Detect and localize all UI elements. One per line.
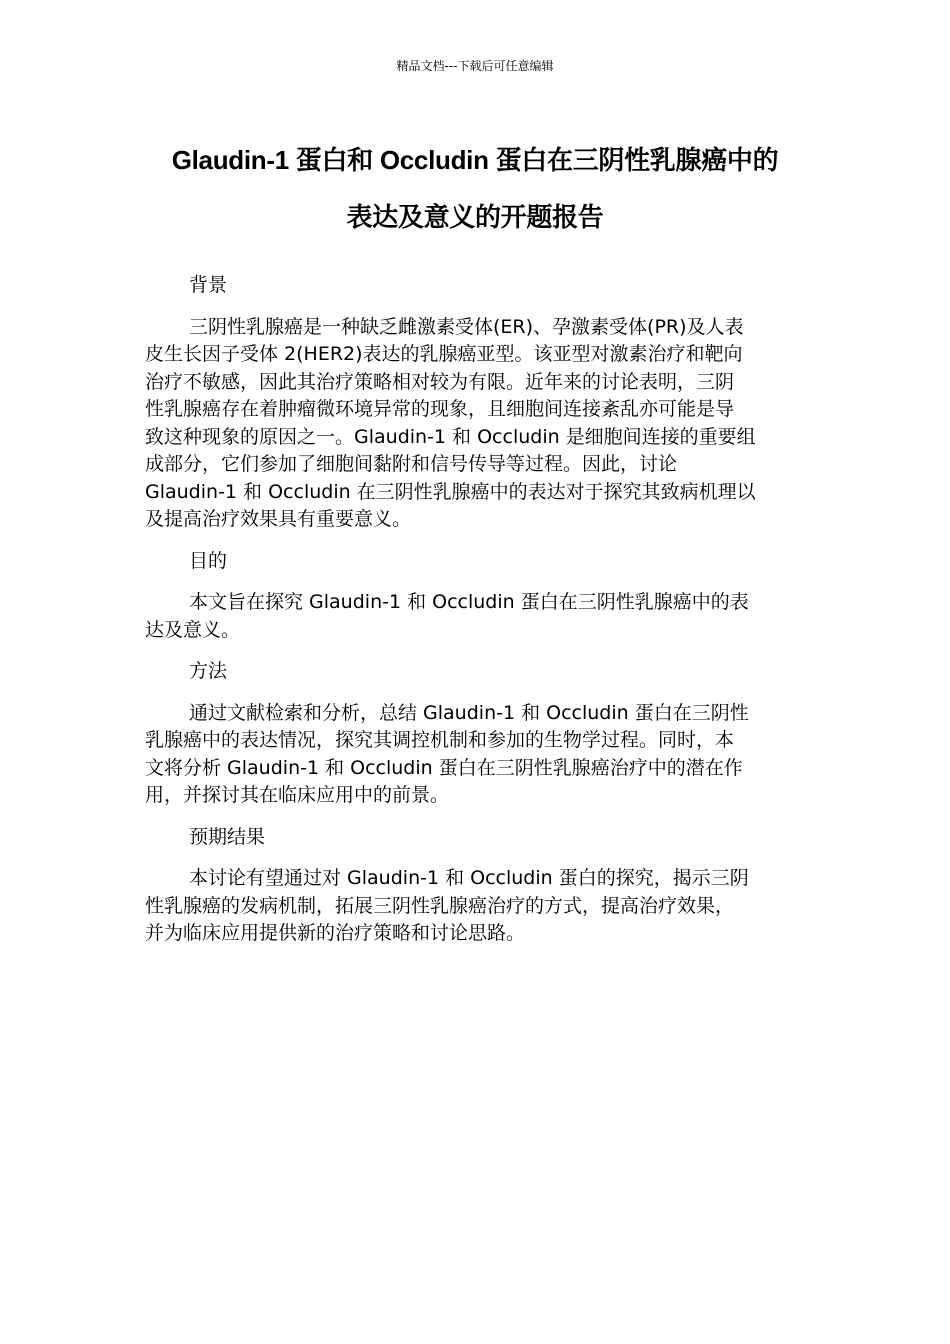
paragraph-line: 成部分，它们参加了细胞间黏附和信号传导等过程。因此，讨论: [145, 453, 678, 475]
paragraph-line: 皮生长因子受体 2(HER2)表达的乳腺癌亚型。该亚型对激素治疗和靶向: [145, 343, 743, 365]
section-heading-background: 背景: [189, 274, 228, 296]
section-heading-purpose: 目的: [189, 549, 228, 572]
paragraph-line: 致这种现象的原因之一。Glaudin-1 和 Occludin 是细胞间连接的重要组: [145, 425, 756, 448]
paragraph-line: 用，并探讨其在临床应用中的前景。: [145, 784, 450, 806]
paragraph-line: 文将分析 Glaudin-1 和 Occludin 蛋白在三阴性乳腺癌治疗中的潜在作: [145, 756, 743, 779]
document-title: [100, 132, 850, 246]
paragraph-line: 本文旨在探究 Glaudin-1 和 Occludin 蛋白在三阴性乳腺癌中的表: [189, 591, 749, 613]
title-line-2: 表达及意义的开题报告: [346, 202, 604, 232]
title-line-1: Glaudin-1 蛋白和 Occludin 蛋白在三阴性乳腺癌中的: [171, 145, 779, 175]
document-body: [145, 272, 807, 962]
paragraph-line: 性乳腺癌存在着肿瘤微环境异常的现象，且细胞间连接紊乱亦可能是导: [145, 398, 735, 420]
paragraph-line: 达及意义。: [145, 618, 241, 641]
paragraph-line: 及提高治疗效果具有重要意义。: [145, 508, 412, 530]
paragraph-line: 乳腺癌中的表达情况，探究其调控机制和参加的生物学过程。同时，本: [145, 729, 735, 751]
paragraph-line: 三阴性乳腺癌是一种缺乏雌激素受体(ER)、孕激素受体(PR)及人表: [189, 315, 744, 338]
paragraph-line: 通过文献检索和分析，总结 Glaudin-1 和 Occludin 蛋白在三阴性: [189, 701, 749, 724]
paragraph-line: Glaudin-1 和 Occludin 在三阴性乳腺癌中的表达对于探究其致病机理以: [145, 480, 756, 503]
paragraph-line: 性乳腺癌的发病机制，拓展三阴性乳腺癌治疗的方式，提高治疗效果，: [145, 894, 735, 917]
section-heading-method: 方法: [189, 660, 228, 682]
section-paragraph-purpose: [145, 589, 807, 644]
paragraph-line: 治疗不敏感，因此其治疗策略相对较为有限。近年来的讨论表明，三阴: [145, 370, 735, 393]
section-paragraph-method: [145, 700, 807, 810]
section-paragraph-expected-results: [145, 865, 807, 948]
paragraph-line: 并为临床应用提供新的治疗策略和讨论思路。: [145, 922, 526, 944]
section-heading-expected-results: 预期结果: [189, 825, 266, 848]
paragraph-line: 本讨论有望通过对 Glaudin-1 和 Occludin 蛋白的探究，揭示三阴: [189, 867, 749, 889]
header-note: 精品文档---下载后可任意编辑: [396, 59, 554, 73]
section-paragraph-background: [145, 314, 807, 534]
